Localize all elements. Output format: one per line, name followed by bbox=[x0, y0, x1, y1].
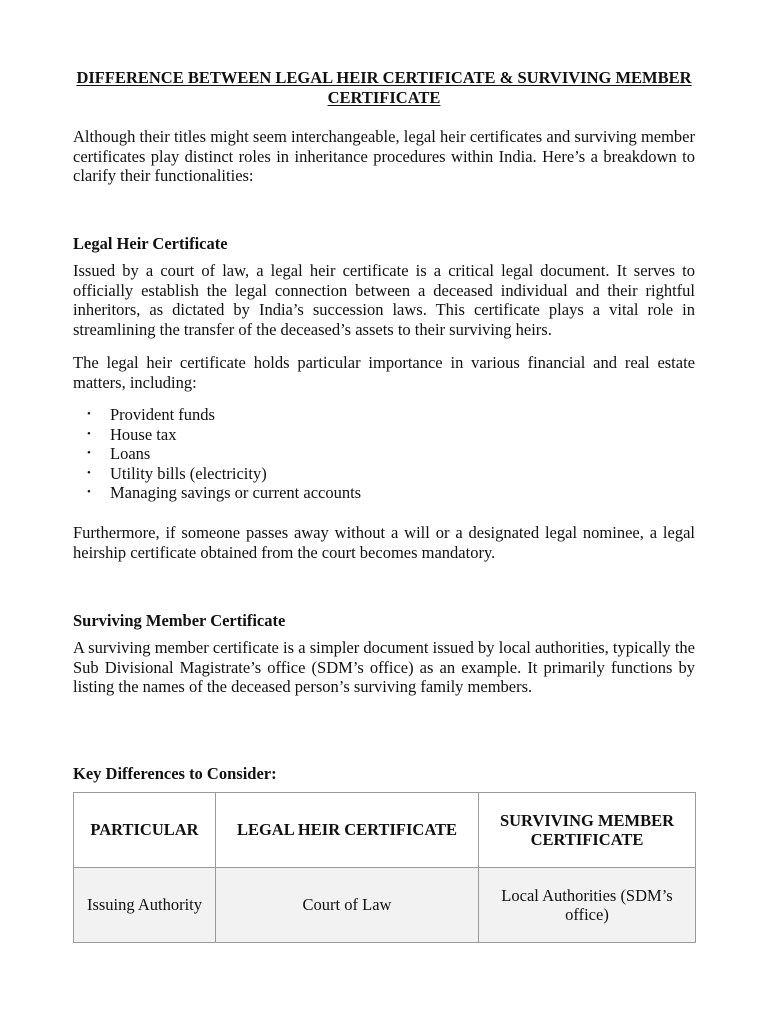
bullet-icon: • bbox=[87, 427, 91, 440]
bullet-icon: • bbox=[87, 466, 91, 479]
list-item: • Managing savings or current accounts bbox=[87, 483, 362, 502]
table-cell: Court of Law bbox=[216, 868, 479, 943]
table-cell: Issuing Authority bbox=[74, 868, 216, 943]
list-item: • Loans bbox=[87, 444, 151, 463]
intro-paragraph: Although their titles might seem interchangeable, legal heir certificates and surviving member certificates play distinct roles in inheritance procedures within India. Here’s a breakdown to clarify their functionalities: bbox=[73, 127, 695, 185]
page-title: DIFFERENCE BETWEEN LEGAL HEIR CERTIFICATE & SURVIVING MEMBER CERTIFICATE bbox=[76, 68, 692, 107]
column-header-particular: PARTICULAR bbox=[74, 793, 216, 868]
surviving-member-heading: Surviving Member Certificate bbox=[73, 611, 286, 630]
list-item: • Provident funds bbox=[87, 405, 215, 424]
list-item: • Utility bills (electricity) bbox=[87, 463, 267, 483]
table-row bbox=[74, 868, 696, 943]
legal-heir-paragraph-3: Furthermore, if someone passes away without a will or a designated legal nominee, a legal heirship certificate obtained from the court becomes mandatory. bbox=[73, 523, 695, 562]
column-header-legal-heir: LEGAL HEIR CERTIFICATE bbox=[216, 793, 479, 868]
bullet-icon: • bbox=[87, 486, 91, 498]
table-cell: Local Authorities (SDM’s office) bbox=[479, 868, 696, 943]
legal-heir-bullet-list bbox=[73, 405, 695, 503]
list-item: • House tax bbox=[87, 424, 177, 444]
table-header-row bbox=[74, 793, 696, 868]
column-header-surviving-member: SURVIVING MEMBER CERTIFICATE bbox=[479, 793, 696, 868]
legal-heir-paragraph-1: Issued by a court of law, a legal heir certificate is a critical legal document. It serves to officially establish the legal connection between a deceased individual and their rightful inheritors, as dictated by India’s succession laws. This certificate plays a vital role in streamlining the transfer of the deceased’s assets to their surviving heirs. bbox=[73, 261, 695, 339]
bullet-icon: • bbox=[87, 447, 91, 459]
legal-heir-paragraph-2: The legal heir certificate holds particular importance in various financial and real estate matters, including: bbox=[73, 353, 695, 392]
differences-table bbox=[73, 792, 696, 943]
surviving-member-paragraph: A surviving member certificate is a simpler document issued by local authorities, typically the Sub Divisional Magistrate’s office (SDM’s office) as an example. It primarily functions by listing the names of the deceased person’s surviving family members. bbox=[73, 638, 695, 696]
bullet-icon: • bbox=[87, 408, 91, 420]
key-differences-heading: Key Differences to Consider: bbox=[73, 764, 277, 783]
legal-heir-heading: Legal Heir Certificate bbox=[73, 234, 228, 253]
